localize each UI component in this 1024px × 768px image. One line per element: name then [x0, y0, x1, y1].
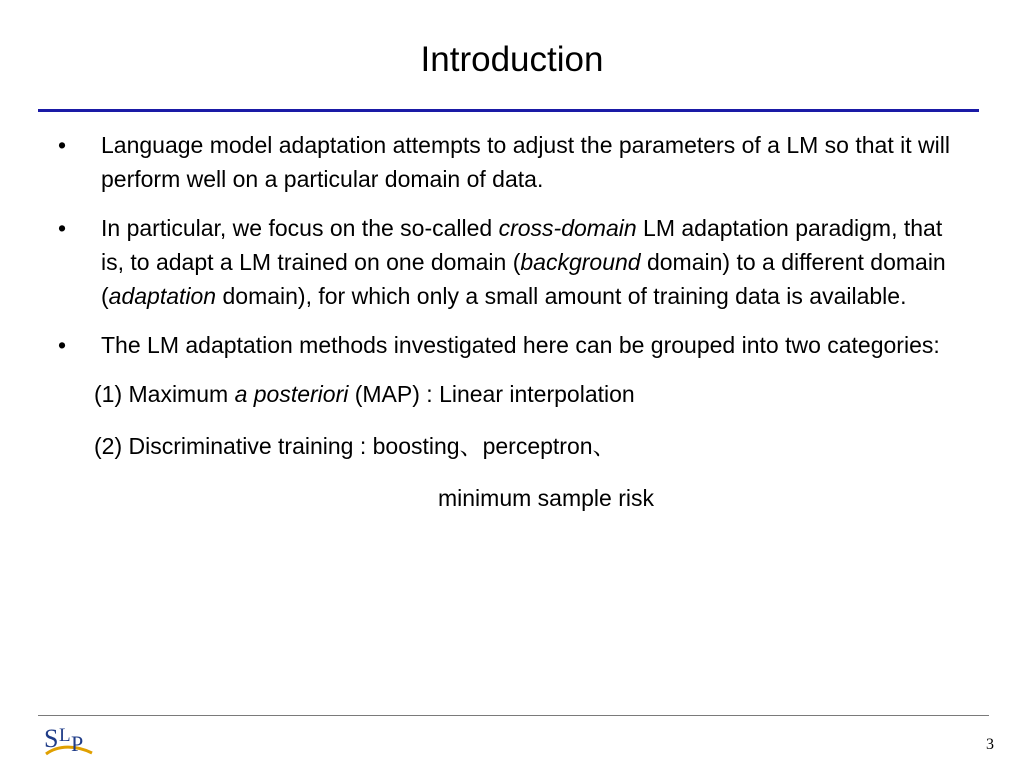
bullet-marker: •: [58, 215, 67, 241]
bullet-text: [101, 211, 958, 313]
bullet-marker: •: [58, 332, 67, 358]
footer-divider: [38, 715, 989, 716]
emphasis-text: adaptation: [108, 283, 217, 309]
text-run: (MAP) : Linear interpolation: [348, 381, 635, 407]
emphasis-text: cross-domain: [498, 215, 637, 241]
bullet-marker: •: [58, 132, 67, 158]
text-run: domain) to a different domain (: [101, 249, 946, 309]
text-run: In particular, we focus on the so-called: [101, 215, 499, 241]
bullet-text: The LM adaptation methods investigated here can be grouped into two categories:: [101, 332, 940, 358]
bullet-item: [58, 211, 958, 313]
category-item-discriminative: (2) Discriminative training : boosting、perceptron、: [94, 433, 616, 459]
logo-letter-s: S: [44, 724, 59, 753]
logo-letter-p: P: [71, 731, 84, 756]
slp-logo: [42, 721, 94, 763]
page-number: 3: [986, 736, 994, 753]
emphasis-text: background: [520, 249, 641, 275]
title-divider: [38, 109, 979, 112]
text-run: (1) Maximum: [94, 381, 235, 407]
emphasis-text: a posteriori: [234, 381, 349, 407]
category-item-map: [58, 377, 958, 411]
bullet-item: [58, 328, 958, 362]
bullet-item: [58, 128, 958, 196]
category-item-continuation: minimum sample risk: [438, 485, 654, 511]
slide-title: Introduction: [420, 40, 604, 79]
bullet-text: Language model adaptation attempts to adjust the parameters of a LM so that it will perform well on a particular domain of data.: [101, 132, 950, 192]
slide-content: [58, 128, 958, 515]
text-run: domain), for which only a small amount of training data is available.: [216, 283, 907, 309]
text-run: LM adaptation paradigm, that is, to adapt a LM trained on one domain (: [101, 215, 943, 275]
logo-letter-l: L: [59, 725, 71, 746]
